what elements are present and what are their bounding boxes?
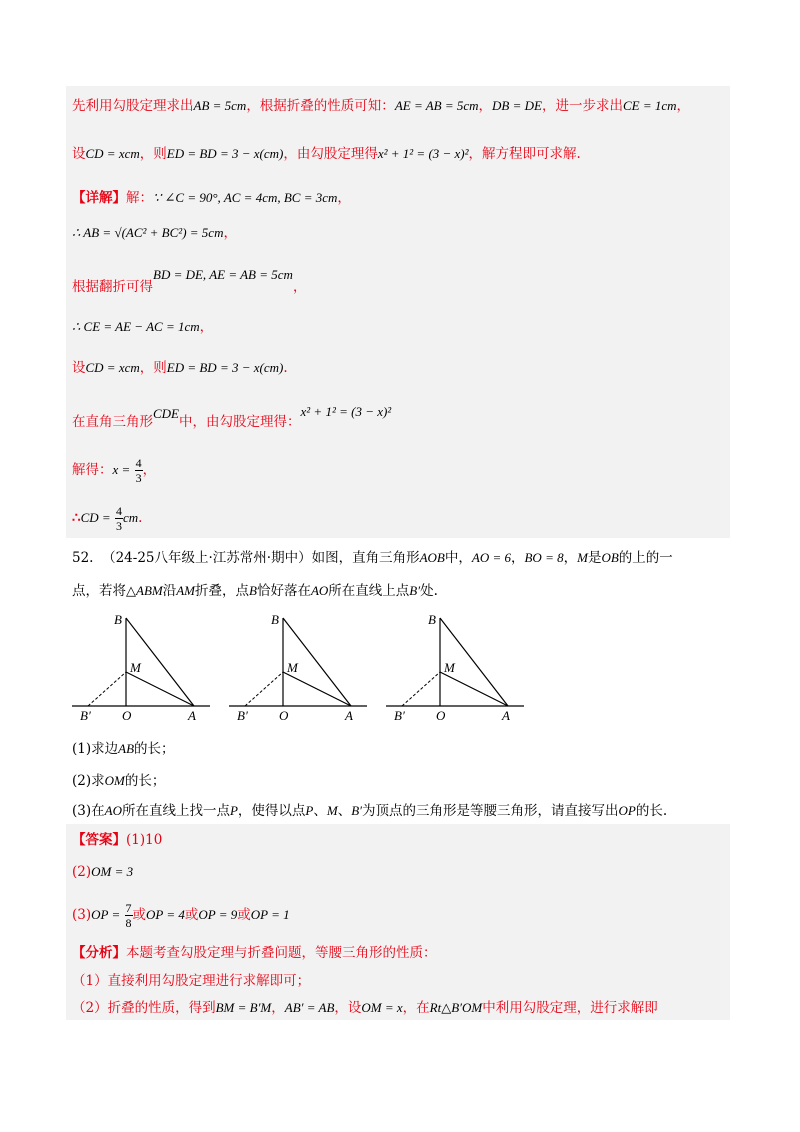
math: OP = 9 <box>198 907 238 922</box>
text: (2)求 <box>72 773 105 789</box>
label-b: B <box>271 612 279 627</box>
math: P <box>305 803 314 818</box>
text: 中，由勾股定理得： <box>179 414 301 430</box>
text: 的长. <box>635 803 668 819</box>
text: （1）直接利用勾股定理进行求解即可； <box>72 973 311 989</box>
denominator: 3 <box>135 471 142 485</box>
detail-line-6 <box>72 404 392 433</box>
text: 的长； <box>134 741 175 757</box>
math: M <box>326 803 338 818</box>
math: x = <box>112 462 131 477</box>
problem-line-1: 52. （24-25八年级上·江苏常州·期中）如图，直角三角形AOB中，AO = 6，BO = 8，M是OB的上的一 <box>72 550 673 566</box>
math: BM = B′M <box>215 1000 272 1015</box>
math: P <box>229 803 238 818</box>
math: Rt△B′OM <box>429 1000 483 1015</box>
math: OP <box>618 803 636 818</box>
text: 先利用勾股定理求出 <box>72 98 194 114</box>
math: M <box>577 550 588 565</box>
math: BD = DE, AE = AB = 5cm <box>153 267 293 282</box>
detail-line-5: 设CD = xcm，则ED = BD = 3 − x(cm). <box>72 360 288 376</box>
detail-line-8: ∴CD = $\frac{4}{3}$ cm. <box>72 504 143 533</box>
math: AO = 6 <box>471 550 511 565</box>
text: ，由勾股定理得 <box>283 146 378 162</box>
analysis-line-1: 先利用勾股定理求出AB = 5cm，根据折叠的性质可知：AE = AB = 5cm，DB = DE，进一步求出CE = 1cm， <box>72 98 691 114</box>
math: △ABM <box>126 583 163 598</box>
question-2 <box>72 770 165 792</box>
question-1 <box>72 738 175 760</box>
answer-line-1 <box>72 829 162 851</box>
text: 解得： <box>72 462 113 478</box>
math: B′ <box>409 583 421 598</box>
text: ，则 <box>139 146 167 162</box>
detail-tag: 【详解】 <box>72 190 126 206</box>
text: 中利用勾股定理，进行求解即 <box>482 1000 658 1016</box>
figures <box>68 606 538 726</box>
math: AB = 5cm <box>193 98 247 113</box>
text: (3)在 <box>72 803 105 819</box>
math: AB′ = AB <box>284 1000 335 1015</box>
math: CD = <box>80 510 111 525</box>
detail-line-4: ∴ CE = AE − AC = 1cm， <box>72 319 214 335</box>
math: AB <box>118 741 135 756</box>
text: (2) <box>72 864 92 880</box>
math: x² + 1² = (3 − x)² <box>300 404 392 419</box>
fraction <box>135 456 143 485</box>
text: ，使得以点 <box>237 803 306 819</box>
analysis2-line-3: （2）折叠的性质，得到BM = B′M，AB′ = AB，设OM = x，在Rt△B′OM中利用勾股定理，进行求解即 <box>72 1000 658 1016</box>
detail-line-1: 【详解】解：∵ ∠C = 90°, AC = 4cm, BC = 3cm， <box>72 190 351 206</box>
math: AOB <box>419 550 445 565</box>
text: 本题考查勾股定理与折叠问题，等腰三角形的性质： <box>126 945 437 961</box>
text: 中， <box>444 550 472 566</box>
math: BO = 8 <box>524 550 564 565</box>
problem-source: （24-25八年级上·江苏常州·期中） <box>102 550 312 566</box>
or-text: 或 <box>237 907 251 923</box>
problem-number: 52. <box>72 550 94 566</box>
answer-tag: 【答案】 <box>72 832 126 848</box>
math: ∵ ∠C = 90°, AC = 4cm, BC = 3cm <box>153 190 338 205</box>
text: 设 <box>72 146 86 162</box>
math: ∴ CE = AE − AC = 1cm <box>72 319 200 334</box>
text: （2）折叠的性质，得到 <box>72 1000 216 1016</box>
or-text: 或 <box>132 907 147 923</box>
text: 解： <box>126 190 153 206</box>
math: OM = 3 <box>91 864 134 879</box>
math: OP = 4 <box>146 907 185 922</box>
analysis-tag: 【分析】 <box>72 945 126 961</box>
answer-line-2 <box>72 861 133 883</box>
math: OM <box>104 773 125 788</box>
label-o: O <box>122 708 132 723</box>
text: ，解方程即可求解. <box>468 146 581 162</box>
numerator: 7 <box>125 901 132 915</box>
text: 处. <box>420 583 438 599</box>
or-text: 或 <box>184 907 199 923</box>
math: CE = 1cm <box>622 98 677 113</box>
text: ，设 <box>334 1000 362 1016</box>
label-b: B <box>428 612 436 627</box>
math: ED = BD = 3 − x(cm) <box>166 146 284 161</box>
label-a: A <box>502 708 510 723</box>
math: AO <box>104 803 122 818</box>
text: 为顶点的三角形是等腰三角形，请直接写出 <box>362 803 619 819</box>
fraction <box>115 504 123 533</box>
label-m: M <box>444 660 455 675</box>
label-bprime: B′ <box>237 708 248 723</box>
text: 如图，直角三角形 <box>311 550 420 566</box>
text: ，进一步求出 <box>541 98 623 114</box>
label-bprime: B′ <box>80 708 91 723</box>
math: DB = DE <box>492 98 542 113</box>
math: OP = <box>91 907 121 922</box>
detail-line-7: 解得：x = $\frac{4}{3}$ ， <box>72 456 157 485</box>
math: OP = 1 <box>250 907 290 922</box>
answer-1: (1)10 <box>126 832 163 848</box>
label-o: O <box>279 708 289 723</box>
label-m: M <box>287 660 298 675</box>
therefore-symbol: ∴ <box>72 510 81 526</box>
text: 的长； <box>124 773 166 789</box>
math: CD = xcm <box>85 360 140 375</box>
text: 折叠，点 <box>195 583 249 599</box>
analysis2-line-1 <box>72 942 437 964</box>
question-3: (3)在AO所在直线上找一点P，使得以点P、M、B′为顶点的三角形是等腰三角形，请直接写出OP的长. <box>72 803 668 819</box>
label-a: A <box>345 708 353 723</box>
text: 是 <box>587 550 602 566</box>
detail-line-2: ∴ AB = √(AC² + BC²) = 5cm， <box>72 225 237 241</box>
math: AE = AB = 5cm <box>394 98 479 113</box>
figure-2 <box>229 612 367 723</box>
label-m: M <box>130 660 141 675</box>
math: B <box>249 583 257 598</box>
math: AM <box>176 583 195 598</box>
figure-3 <box>386 612 524 723</box>
text: (3) <box>72 907 92 923</box>
math: B′ <box>351 803 363 818</box>
label-a: A <box>188 708 196 723</box>
text: ，则 <box>139 360 167 376</box>
label-b: B <box>114 612 122 627</box>
problem-line-2 <box>72 580 438 602</box>
text: 的上的一 <box>618 550 673 566</box>
label-bprime: B′ <box>394 708 405 723</box>
denominator: 8 <box>125 916 132 930</box>
detail-line-3: 根据翻折可得BD = DE, AE = AB = 5cm， <box>72 267 307 295</box>
analysis2-line-2 <box>72 970 310 992</box>
text: ，根据折叠的性质可知： <box>246 98 395 114</box>
fraction <box>125 901 133 930</box>
math: CD = xcm <box>85 146 140 161</box>
text: 在直角三角形 <box>72 414 153 430</box>
math: CDE <box>153 406 179 421</box>
math: OB <box>601 550 619 565</box>
numerator: 4 <box>135 456 142 470</box>
text: 恰好落在 <box>256 583 311 599</box>
unit: cm <box>122 510 139 525</box>
figure-1 <box>72 612 210 723</box>
answer-line-3 <box>72 901 290 930</box>
denominator: 3 <box>115 519 122 533</box>
text: 根据翻折可得 <box>72 279 153 295</box>
math: ∴ AB = √(AC² + BC²) = 5cm <box>72 225 224 240</box>
analysis-line-2 <box>72 143 581 165</box>
text: 所在直线上找一点 <box>121 803 230 819</box>
math: x² + 1² = (3 − x)² <box>377 146 469 161</box>
math: ED = BD = 3 − x(cm) <box>166 360 284 375</box>
math: AO <box>310 583 329 598</box>
text: 所在直线上点 <box>328 583 410 599</box>
text: 点，若将 <box>72 583 126 599</box>
text: 沿 <box>162 583 177 599</box>
text: (1)求边 <box>72 741 119 757</box>
math: OM = x <box>361 1000 403 1015</box>
numerator: 4 <box>115 504 122 518</box>
text: ，在 <box>402 1000 430 1016</box>
text: 设 <box>72 360 86 376</box>
label-o: O <box>436 708 446 723</box>
